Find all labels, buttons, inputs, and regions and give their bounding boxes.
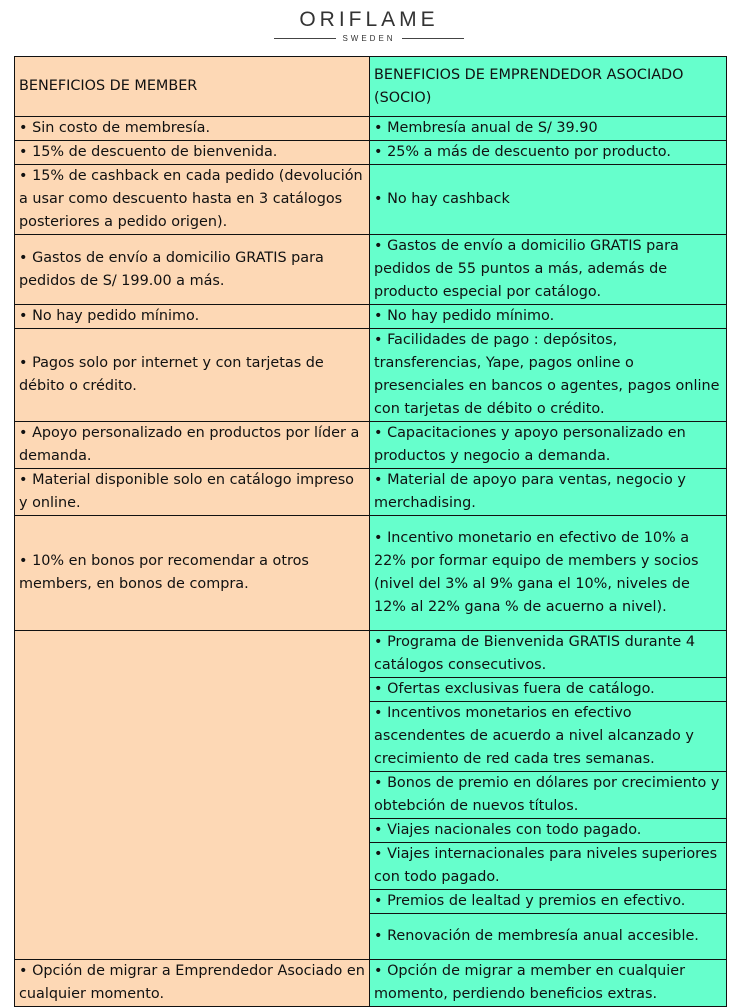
table-row xyxy=(15,631,727,678)
socio-header: BENEFICIOS DE EMPRENDEDOR ASOCIADO (SOCIO) xyxy=(370,57,727,117)
table-row xyxy=(15,305,727,329)
socio-benefit: • Facilidades de pago : depósitos, transferencias, Yape, pagos online o presenciales en bancos o agentes, pagos online con tarjetas de débito o crédito. xyxy=(370,329,727,422)
socio-extra-benefit: • Premios de lealtad y premios en efectivo. xyxy=(370,890,727,914)
socio-benefit: • No hay pedido mínimo. xyxy=(370,305,727,329)
member-benefit: • Opción de migrar a Emprendedor Asociado en cualquier momento. xyxy=(15,960,370,1007)
member-empty-cell xyxy=(15,631,370,960)
socio-extra-benefit: • Programa de Bienvenida GRATIS durante 4 catálogos consecutivos. xyxy=(370,631,727,678)
member-benefit: • No hay pedido mínimo. xyxy=(15,305,370,329)
member-benefit: • Pagos solo por internet y con tarjetas de débito o crédito. xyxy=(15,329,370,422)
member-benefit: • 15% de cashback en cada pedido (devolución a usar como descuento hasta en 3 catálogos posteriores a pedido origen). xyxy=(15,165,370,235)
socio-benefit: • Incentivo monetario en efectivo de 10% a 22% por formar equipo de members y socios (nivel del 3% al 9% gana el 10%, niveles de 12% al 22% gana % de acuerno a nivel). xyxy=(370,516,727,631)
member-benefit: • Gastos de envío a domicilio GRATIS para pedidos de S/ 199.00 a más. xyxy=(15,235,370,305)
socio-extra-benefit: • Ofertas exclusivas fuera de catálogo. xyxy=(370,678,727,702)
table-row xyxy=(15,117,727,141)
socio-benefit: • Gastos de envío a domicilio GRATIS para pedidos de 55 puntos a más, además de producto especial por catálogo. xyxy=(370,235,727,305)
socio-benefit: • Capacitaciones y apoyo personalizado en productos y negocio a demanda. xyxy=(370,422,727,469)
socio-benefit: • Membresía anual de S/ 39.90 xyxy=(370,117,727,141)
table-row xyxy=(15,329,727,422)
socio-benefit: • No hay cashback xyxy=(370,165,727,235)
member-benefit: • Material disponible solo en catálogo impreso y online. xyxy=(15,469,370,516)
socio-benefit: • Material de apoyo para ventas, negocio y merchadising. xyxy=(370,469,727,516)
table-row xyxy=(15,235,727,305)
socio-extra-benefit: • Incentivos monetarios en efectivo ascendentes de acuerdo a nivel alcanzado y crecimiento de red cada tres semanas. xyxy=(370,702,727,772)
socio-extra-benefit: • Bonos de premio en dólares por crecimiento y obtebción de nuevos títulos. xyxy=(370,772,727,819)
socio-benefit: • Opción de migrar a member en cualquier momento, perdiendo beneficios extras. xyxy=(370,960,727,1007)
brand-country: SWEDEN xyxy=(342,34,396,43)
table-row xyxy=(15,516,727,631)
table-row xyxy=(15,165,727,235)
member-benefit: • Sin costo de membresía. xyxy=(15,117,370,141)
socio-extra-benefit: • Viajes internacionales para niveles superiores con todo pagado. xyxy=(370,843,727,890)
brand-subline xyxy=(0,34,738,43)
table-row xyxy=(15,469,727,516)
socio-benefit: • 25% a más de descuento por producto. xyxy=(370,141,727,165)
table-row xyxy=(15,422,727,469)
member-benefit: • 15% de descuento de bienvenida. xyxy=(15,141,370,165)
member-benefit: • 10% en bonos por recomendar a otros members, en bonos de compra. xyxy=(15,516,370,631)
logo-divider-left xyxy=(274,38,336,39)
socio-extra-benefit: • Viajes nacionales con todo pagado. xyxy=(370,819,727,843)
member-benefit: • Apoyo personalizado en productos por líder a demanda. xyxy=(15,422,370,469)
oriflame-logo xyxy=(0,8,738,43)
logo-divider-right xyxy=(402,38,464,39)
benefits-comparison-table xyxy=(14,56,727,1007)
table-row xyxy=(15,960,727,1007)
table-row xyxy=(15,141,727,165)
table-header-row xyxy=(15,57,727,117)
brand-name: ORIFLAME xyxy=(299,8,439,31)
socio-extra-benefit: • Renovación de membresía anual accesible. xyxy=(370,914,727,960)
member-header: BENEFICIOS DE MEMBER xyxy=(15,57,370,117)
